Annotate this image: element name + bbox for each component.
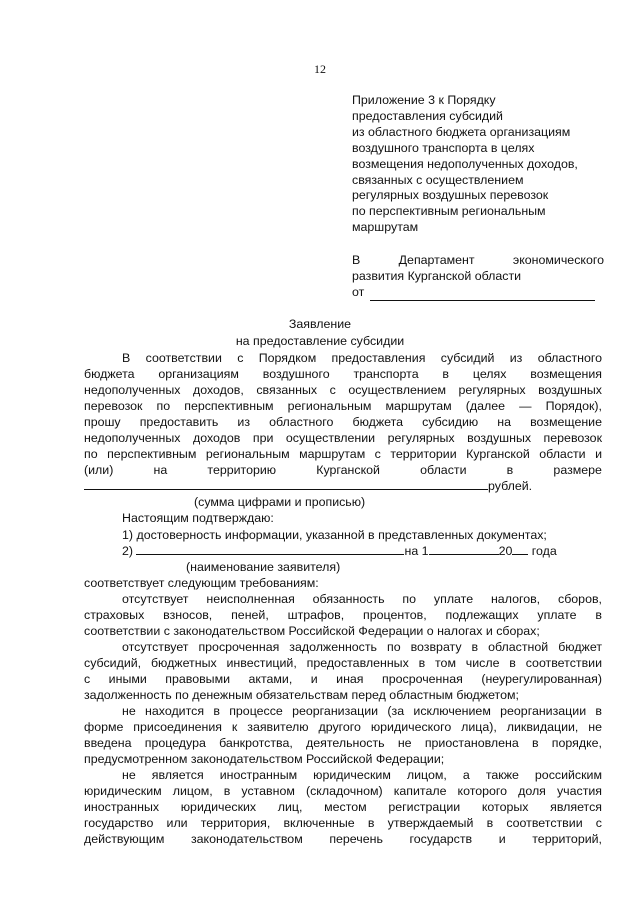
appendix-line: по перспективным региональным: [352, 204, 546, 219]
item-2-on: на 1: [404, 543, 429, 558]
body-line: задолженность по денежным обязательствам перед областным бюджетом;: [84, 687, 519, 702]
body-line: соответствии с законодательством Российской Федерации о налогах и сборах;: [84, 623, 540, 638]
body-line: предусмотренном законодательством Российской Федерации;: [84, 752, 445, 767]
appendix-line: возмещения недополученных доходов,: [352, 156, 578, 171]
word: Курганской: [316, 463, 380, 478]
body-line: В соответствии с Порядком предоставления субсидий из областного: [122, 351, 602, 365]
item-2-year: 20: [498, 543, 513, 558]
year-blank-field[interactable]: [512, 543, 528, 555]
from-row: [352, 284, 604, 300]
body-line: перевозок по перспективным региональным маршрутам (далее — Порядок),: [84, 399, 602, 414]
body-line: форме присоединения к заявителю другого юридического лица), ликвидации, не: [84, 720, 602, 735]
body-line: иностранных юридических лиц, местом регистрации которых является: [84, 800, 602, 815]
body-line: субсидий, бюджетных инвестиций, предоставленных в том числе в соответствии: [84, 655, 602, 670]
body-line: страховых взносов, пеней, штрафов, процентов, подлежащих уплате в: [84, 607, 602, 622]
body-line: не является иностранным юридическим лицом, а также российским: [122, 768, 602, 783]
body-line: недополученных доходов, связанных с осуществлением регулярных воздушных: [84, 383, 602, 398]
item-2-line: [84, 543, 602, 559]
addressee-line-2: развития Курганской области: [352, 269, 522, 284]
body-line: с иными правовыми актами, и иная просроченная (неурегулированная): [84, 671, 602, 686]
applicant-caption: (наименование заявителя): [186, 559, 341, 574]
from-blank-field[interactable]: [370, 288, 595, 301]
word: в: [506, 463, 514, 478]
page-number: 12: [314, 62, 326, 76]
appendix-line: из областного бюджета организациям: [352, 124, 571, 139]
body-line: по перспективным региональным маршрутам с территории Курганской области и: [84, 447, 602, 462]
title-line-1: Заявление: [288, 317, 352, 331]
item-2-suffix: года: [528, 543, 557, 558]
item-2-prefix: 2): [122, 543, 134, 558]
rubles-label: рублей.: [488, 479, 533, 494]
body-line: юридическим лицом, в уставном (складочном) капитале которого доля участия: [84, 784, 602, 799]
sum-line: [84, 478, 602, 494]
body-line: прошу предоставить из областного бюджета субсидию на возмещение: [84, 415, 602, 430]
appendix-heading: [352, 93, 614, 236]
addressee-prefix: В: [352, 253, 361, 267]
addressee-to-line: [352, 252, 604, 268]
sum-caption: (сумма цифрами и прописью): [194, 495, 366, 510]
document-body: [84, 350, 602, 847]
word: территорию: [207, 463, 277, 478]
from-label: от: [352, 285, 365, 300]
addressee-department: Департамент: [398, 253, 475, 267]
body-line: действующим законодательством перечень государств и территорий,: [84, 832, 602, 847]
appendix-line: Приложение 3 к Порядку: [352, 93, 496, 107]
addressee-economic: экономического: [512, 253, 604, 267]
body-line: отсутствует просроченная задолженность по возврату в областной бюджет: [122, 639, 602, 654]
body-line: бюджета организациям воздушного транспорта в целях возмещения: [84, 367, 602, 382]
word: на: [153, 463, 168, 478]
item-1: 1) достоверность информации, указанной в представленных документах;: [122, 527, 547, 542]
word: области: [420, 463, 467, 478]
document-title: [0, 316, 640, 349]
appendix-line: предоставления субсидий: [352, 108, 503, 123]
body-line: введена процедура банкротства, деятельность не приостановлена в порядке,: [84, 736, 602, 751]
word: размере: [553, 463, 602, 478]
body-line: не находится в процессе реорганизации (за исключением реорганизации в: [122, 704, 602, 719]
sum-blank-field[interactable]: [84, 478, 488, 490]
confirm-line: Настоящим подтверждаю:: [122, 511, 274, 526]
appendix-line: воздушного транспорта в целях: [352, 140, 535, 155]
date-blank-field[interactable]: [429, 543, 499, 555]
word: (или): [84, 463, 114, 478]
title-line-2: на предоставление субсидии: [235, 333, 405, 348]
appendix-line: связанных с осуществлением: [352, 172, 524, 187]
addressee-block: [352, 252, 604, 301]
body-line: недополученных доходов при осуществлении регулярных воздушных перевозок: [84, 431, 602, 446]
body-line: отсутствует неисполненная обязанность по уплате налогов, сборов,: [122, 591, 602, 606]
body-line: [84, 462, 602, 478]
appendix-line: маршрутам: [352, 220, 419, 235]
body-line: государство или территория, включенные в утверждаемый в соответствии с: [84, 816, 602, 831]
applicant-blank-field[interactable]: [136, 543, 404, 555]
appendix-line: регулярных воздушных перевозок: [352, 188, 549, 203]
meets-line: соответствует следующим требованиям:: [84, 575, 319, 590]
